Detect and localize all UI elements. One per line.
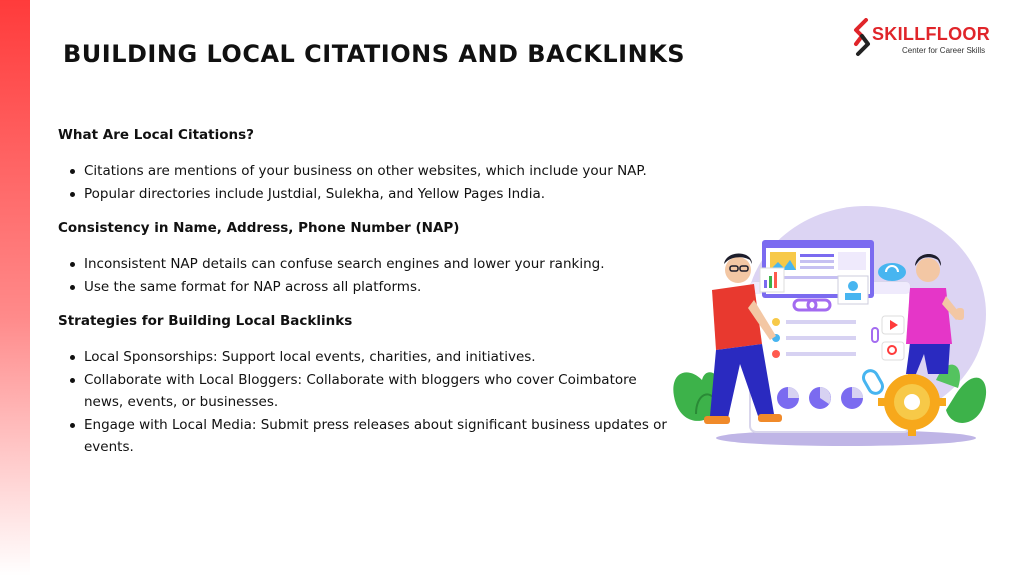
logo-wordmark — [872, 24, 990, 45]
accent-side-bar — [0, 0, 30, 576]
bullet-item: Local Sponsorships: Support local events, charities, and initiatives. — [58, 346, 678, 369]
section-nap-consistency — [58, 219, 678, 298]
section-heading: Consistency in Name, Address, Phone Number (NAP) — [58, 220, 460, 236]
bullet-item: Citations are mentions of your business on other websites, which include your NAP. — [58, 160, 678, 183]
logo-brand-floor: FLOOR — [925, 24, 990, 44]
section-heading: What Are Local Citations? — [58, 127, 254, 143]
skillfloor-logo — [852, 18, 1002, 60]
backlinks-illustration — [666, 204, 992, 450]
page-title: BUILDING LOCAL CITATIONS AND BACKLINKS — [63, 40, 686, 68]
skillfloor-s-mark-icon — [852, 18, 872, 58]
bullet-item: Popular directories include Justdial, Sulekha, and Yellow Pages India. — [58, 183, 678, 206]
bullet-list — [58, 346, 678, 459]
bullet-list — [58, 160, 678, 205]
logo-tagline: Center for Career Skills — [902, 46, 986, 55]
section-heading: Strategies for Building Local Backlinks — [58, 313, 353, 329]
section-local-backlinks — [58, 312, 678, 459]
main-content — [58, 126, 678, 473]
bullet-item: Inconsistent NAP details can confuse search engines and lower your ranking. — [58, 253, 678, 276]
bullet-item: Use the same format for NAP across all platforms. — [58, 276, 678, 299]
logo-brand-skill: SKILL — [872, 24, 926, 44]
section-local-citations — [58, 126, 678, 205]
bullet-list — [58, 253, 678, 298]
bullet-item: Collaborate with Local Bloggers: Collaborate with bloggers who cover Coimbatore news, events, or businesses. — [58, 369, 678, 414]
bullet-item: Engage with Local Media: Submit press releases about significant business updates or events. — [58, 414, 678, 459]
